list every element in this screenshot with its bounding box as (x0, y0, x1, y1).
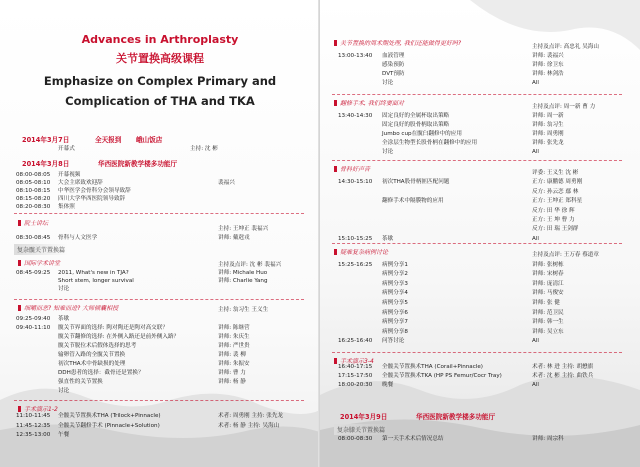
row-speaker: 术者: 林 进 主持: 胡懋旗 (532, 364, 594, 370)
row-speaker: 讲师: 严世贵 (218, 343, 250, 349)
row-topic: 全髋关节置换术THA (Corail+Pinnacle) (382, 364, 483, 370)
row-time: 09:25-09:40 (16, 316, 51, 322)
row-topic: 病例分享3 (382, 280, 408, 287)
row-speaker: 讲师: 杨 静 (218, 379, 246, 385)
row-topic: 髋关节脱位术后假体选择的思考 (58, 343, 137, 349)
day1-date: 2014年3月7日 (22, 136, 70, 144)
row-topic: 翻修手术中隔膜物的应用 (382, 198, 444, 205)
row-time: 09:40-11:10 (16, 325, 51, 331)
row-time: 08:30-08:45 (16, 234, 51, 241)
day2-date: 2014年3月8日 (22, 160, 70, 168)
row-speaker: 反方: 田 瑞 王剑群 (532, 226, 579, 233)
section-bar (334, 100, 337, 106)
row-topic: 病例分享4 (382, 290, 408, 297)
row-speaker: 主持及点评: 王万春 蔡道章 (532, 252, 599, 258)
section-periop-title: 关节置换的周术期处理, 我们还能做得更好吗? (340, 40, 461, 47)
row-time: 15:10-15:25 (338, 235, 373, 242)
row-topic: 病例分享8 (382, 328, 408, 335)
row-speaker: 评委: 王义生 沈 彬 (532, 170, 579, 176)
section-complex-hip-heading: 复杂髋关节置换篇 (14, 244, 68, 255)
row-speaker: 讲师: 翁习生 (532, 122, 564, 128)
course-title-cn: 关节置换高级课程 (116, 52, 204, 65)
row-speaker: 讲师: 林剑浩 (532, 71, 564, 77)
row-speaker: 讲师: 陈继营 (218, 325, 250, 331)
row-speaker: 讲师: 曹 力 (218, 370, 246, 376)
section-lecture-title: 院士讲坛 (24, 220, 49, 227)
row-time: 08:45-09:25 (16, 270, 51, 276)
section-cases-heading (334, 247, 388, 256)
row-speaker: 主持: 沈 彬 (190, 146, 218, 152)
row-topic: 病例分享7 (382, 319, 408, 326)
row-topic: 大会主席致欢迎辞 (58, 180, 103, 186)
row-topic: 病例分享1 (382, 261, 408, 268)
row-topic: 茶歇 (382, 235, 394, 242)
row-speaker: All (532, 149, 539, 155)
right-page (320, 0, 640, 467)
row-topic: 开幕式 (58, 146, 75, 152)
row-topic: 初次THA股骨柄匪匹配问题 (382, 179, 450, 186)
row-topic: 全髋关节置换术THA (Trilock+Pinnacle) (58, 413, 161, 419)
section-intl-heading (18, 258, 60, 267)
row-speaker: 术者: 杨 静 主持: 吴海山 (218, 422, 280, 429)
row-speaker: 主持及点评: 沈 彬 裴福兴 (218, 262, 282, 268)
course-subtitle-line2: Complication of THA and TKA (65, 94, 255, 108)
row-speaker: 主持: 翁习生 王义生 (218, 307, 269, 313)
row-speaker: 讲师: 吴立东 (532, 328, 564, 335)
row-speaker: 讲师: 裴 柳 (218, 352, 246, 358)
row-speaker: 正方: 王 坤 曹 力 (532, 217, 575, 223)
row-topic: 髋关节界面的选择: 陶对陶还是陶对高交联？ (58, 325, 168, 331)
row-topic: DVT预防 (382, 71, 405, 77)
row-topic: 病例分享2 (382, 271, 408, 278)
row-time: 14:30-15:10 (338, 179, 373, 186)
row-time: 16:25-16:40 (338, 338, 373, 345)
row-speaker: 讲师: 范卫民 (532, 309, 564, 316)
row-topic: 血液管理 (382, 53, 405, 59)
row-topic: 输卵管入路的全髋关节置换 (58, 352, 126, 358)
divider (14, 299, 304, 300)
mountain-background (320, 0, 640, 467)
row-topic: 晚餐 (382, 382, 394, 388)
divider (14, 400, 304, 401)
row-topic: 病例分享5 (382, 300, 408, 306)
row-time: 16:40-17:15 (338, 364, 373, 370)
divider (14, 213, 304, 214)
section-demo-heading (18, 404, 58, 413)
section-tools-title: 细嚼而恶? 知难而进? 大师倾囊相授 (24, 305, 119, 312)
section-bar (18, 220, 21, 226)
row-topic: 讨论 (382, 149, 394, 155)
section-complex-knee-heading: 复杂膝关节置换篇 (334, 424, 388, 435)
section-demo2-title: 手术演示3-4 (340, 358, 374, 365)
row-time: 18:00-20:30 (338, 382, 373, 388)
row-speaker: 主持: 王坤正 裴福兴 (218, 226, 269, 232)
section-periop-heading (334, 38, 461, 47)
section-bar (18, 305, 21, 311)
section-intl-title: 国际学术讲堂 (24, 260, 61, 267)
section-bar (334, 166, 337, 172)
row-topic: 讨论 (58, 388, 70, 394)
row-topic: 第一天手术术后情况总结 (382, 436, 444, 442)
row-speaker: 讲师: 宋树春 (532, 271, 564, 278)
section-bar (334, 358, 337, 364)
row-time: 08:15-08:20 (16, 196, 51, 202)
row-speaker: 讲师: 张 健 (532, 300, 560, 306)
row-speaker: 讲师: 朱庆生 (218, 334, 250, 340)
row-speaker: 反方: 孙云恋 鄢 林 (532, 188, 579, 195)
row-topic: Short stem, longer survival (58, 278, 134, 284)
row-time: 08:00-08:30 (338, 436, 373, 442)
row-speaker: 讲师: Michale Huo (218, 270, 268, 276)
day1-event: 全天报到 (95, 136, 122, 144)
section-tools-heading (18, 303, 118, 312)
course-subtitle-line1: Emphasize on Complex Primary and (43, 74, 277, 88)
divider (332, 94, 622, 95)
course-title-en: Advances in Arthroplasty (81, 33, 239, 46)
row-speaker: All (532, 382, 539, 388)
section-voice-heading (334, 164, 370, 173)
row-speaker: 讲师: 戴尅戎 (218, 234, 250, 241)
row-time: 11:10-11:45 (16, 413, 51, 419)
row-time: 08:20-08:30 (16, 204, 51, 210)
row-topic: 固定良好的股骨柄取出策略 (382, 122, 450, 128)
row-topic: 集体照 (58, 204, 75, 210)
section-demo-title: 手术演示1-2 (24, 406, 58, 413)
row-speaker: 讲师: 韩一生 (532, 319, 564, 326)
section-bar (18, 260, 21, 266)
row-speaker: All (532, 235, 539, 242)
row-speaker: 讲师: 周勇刚 (532, 131, 564, 137)
row-speaker: 术者: 周勇刚 主持: 张先龙 (218, 413, 284, 419)
row-time: 12:35-13:00 (16, 432, 51, 438)
row-speaker: All (532, 80, 539, 86)
row-topic: 问答讨论 (382, 338, 405, 345)
row-speaker: 讲师: 张树栋 (532, 261, 564, 268)
row-topic: 讨论 (58, 286, 70, 292)
row-time: 08:10-08:15 (16, 188, 51, 194)
divider (332, 243, 622, 244)
row-speaker: 正方: 康鹏德 周勇刚 (532, 179, 583, 186)
row-time: 13:00-13:40 (338, 53, 373, 59)
section-lecture-heading (18, 218, 48, 227)
row-speaker: 讲师: 徐卫东 (532, 62, 564, 68)
row-speaker: 主持及点评: 周一新 曹 力 (532, 104, 596, 110)
section-bar (18, 406, 21, 412)
row-topic: 骨科与人文医学 (58, 234, 98, 241)
row-speaker: 讲师: 裴福兴 (532, 53, 564, 59)
row-topic: 病例分享6 (382, 309, 408, 316)
row-speaker: 主持及点评: 高忠礼 吴海山 (532, 44, 599, 50)
row-speaker: 裴福兴 (218, 180, 235, 186)
section-voice-title: 骨科好声音 (340, 166, 371, 173)
row-time: 08:05-08:10 (16, 180, 51, 186)
row-speaker: 术者: 沈 彬 主持: 曲铁兵 (532, 373, 594, 379)
row-time: 13:40-14:30 (338, 113, 373, 119)
row-time: 11:45-12:35 (16, 422, 51, 429)
row-speaker: 讲师: Charlie Yang (218, 278, 268, 284)
row-topic: 开幕视频 (58, 172, 81, 178)
row-topic: 全涂层生物型长股骨柄在翻修中的应用 (382, 140, 478, 146)
row-speaker: 正方: 王坤正 郑科星 (532, 198, 583, 205)
row-topic: 午餐 (58, 432, 70, 438)
row-topic: DDH患者的选择：截骨还是置换？ (58, 370, 144, 376)
row-topic: 2011, What's new in TJA? (58, 270, 129, 276)
row-speaker: All (532, 338, 539, 345)
row-speaker: 讲师: 周一新 (532, 113, 564, 119)
row-topic: 髋关节翻修的选择: 在外侧入路还是前外侧入路？ (58, 334, 180, 340)
row-time: 15:25-16:25 (338, 261, 373, 268)
day3-venue: 华西医院新教学楼多功能厅 (416, 413, 496, 421)
row-topic: 中华医学会骨科分会领导致辞 (58, 188, 131, 194)
row-topic: 全髋关节翻修手术 (Pinnacle+Solution) (58, 422, 160, 429)
row-speaker: 讲师: 张先龙 (532, 140, 564, 146)
section-bar (334, 40, 337, 46)
row-topic: Jumbo cup在髋臼翻修中的应用 (382, 131, 462, 137)
day2-venue: 华西医院新教学楼多功能厅 (98, 160, 178, 168)
row-topic: 强直性的关节置换 (58, 379, 103, 385)
day3-date: 2014年3月9日 (340, 413, 388, 421)
row-time: 17:15-17:50 (338, 373, 373, 379)
row-speaker: 讲师: 朱振安 (218, 361, 250, 367)
row-topic: 感染预防 (382, 62, 405, 68)
section-bar (334, 249, 337, 255)
section-revision-title: 翻修手术, 我们终要面对 (340, 100, 404, 107)
row-time: 08:00-08:05 (16, 172, 51, 178)
row-topic: 讨论 (382, 80, 394, 86)
section-cases-title: 疑难复杂病例讨论 (340, 249, 389, 256)
divider (332, 352, 622, 353)
divider (332, 160, 622, 161)
row-topic: 四川大学华西医院领导致辞 (58, 196, 126, 202)
row-topic: 固定良好的全属杯取出策略 (382, 113, 450, 119)
row-topic: 全髋关节置换术TKA (HP PS Femur/Cocr Tray) (382, 373, 502, 379)
row-speaker: 讲师: 马俊安 (532, 290, 564, 297)
row-topic: 初次THA术中骨缺损的处理 (58, 361, 126, 367)
row-topic: 茶歇 (58, 316, 70, 322)
row-speaker: 反方: 田 华 徐 辉 (532, 207, 575, 214)
row-speaker: 讲师: 庞清江 (532, 280, 564, 287)
day1-venue: 峨山饭店 (136, 136, 163, 144)
row-speaker: 讲师: 周宗科 (532, 436, 564, 442)
section-revision-heading (334, 98, 404, 107)
